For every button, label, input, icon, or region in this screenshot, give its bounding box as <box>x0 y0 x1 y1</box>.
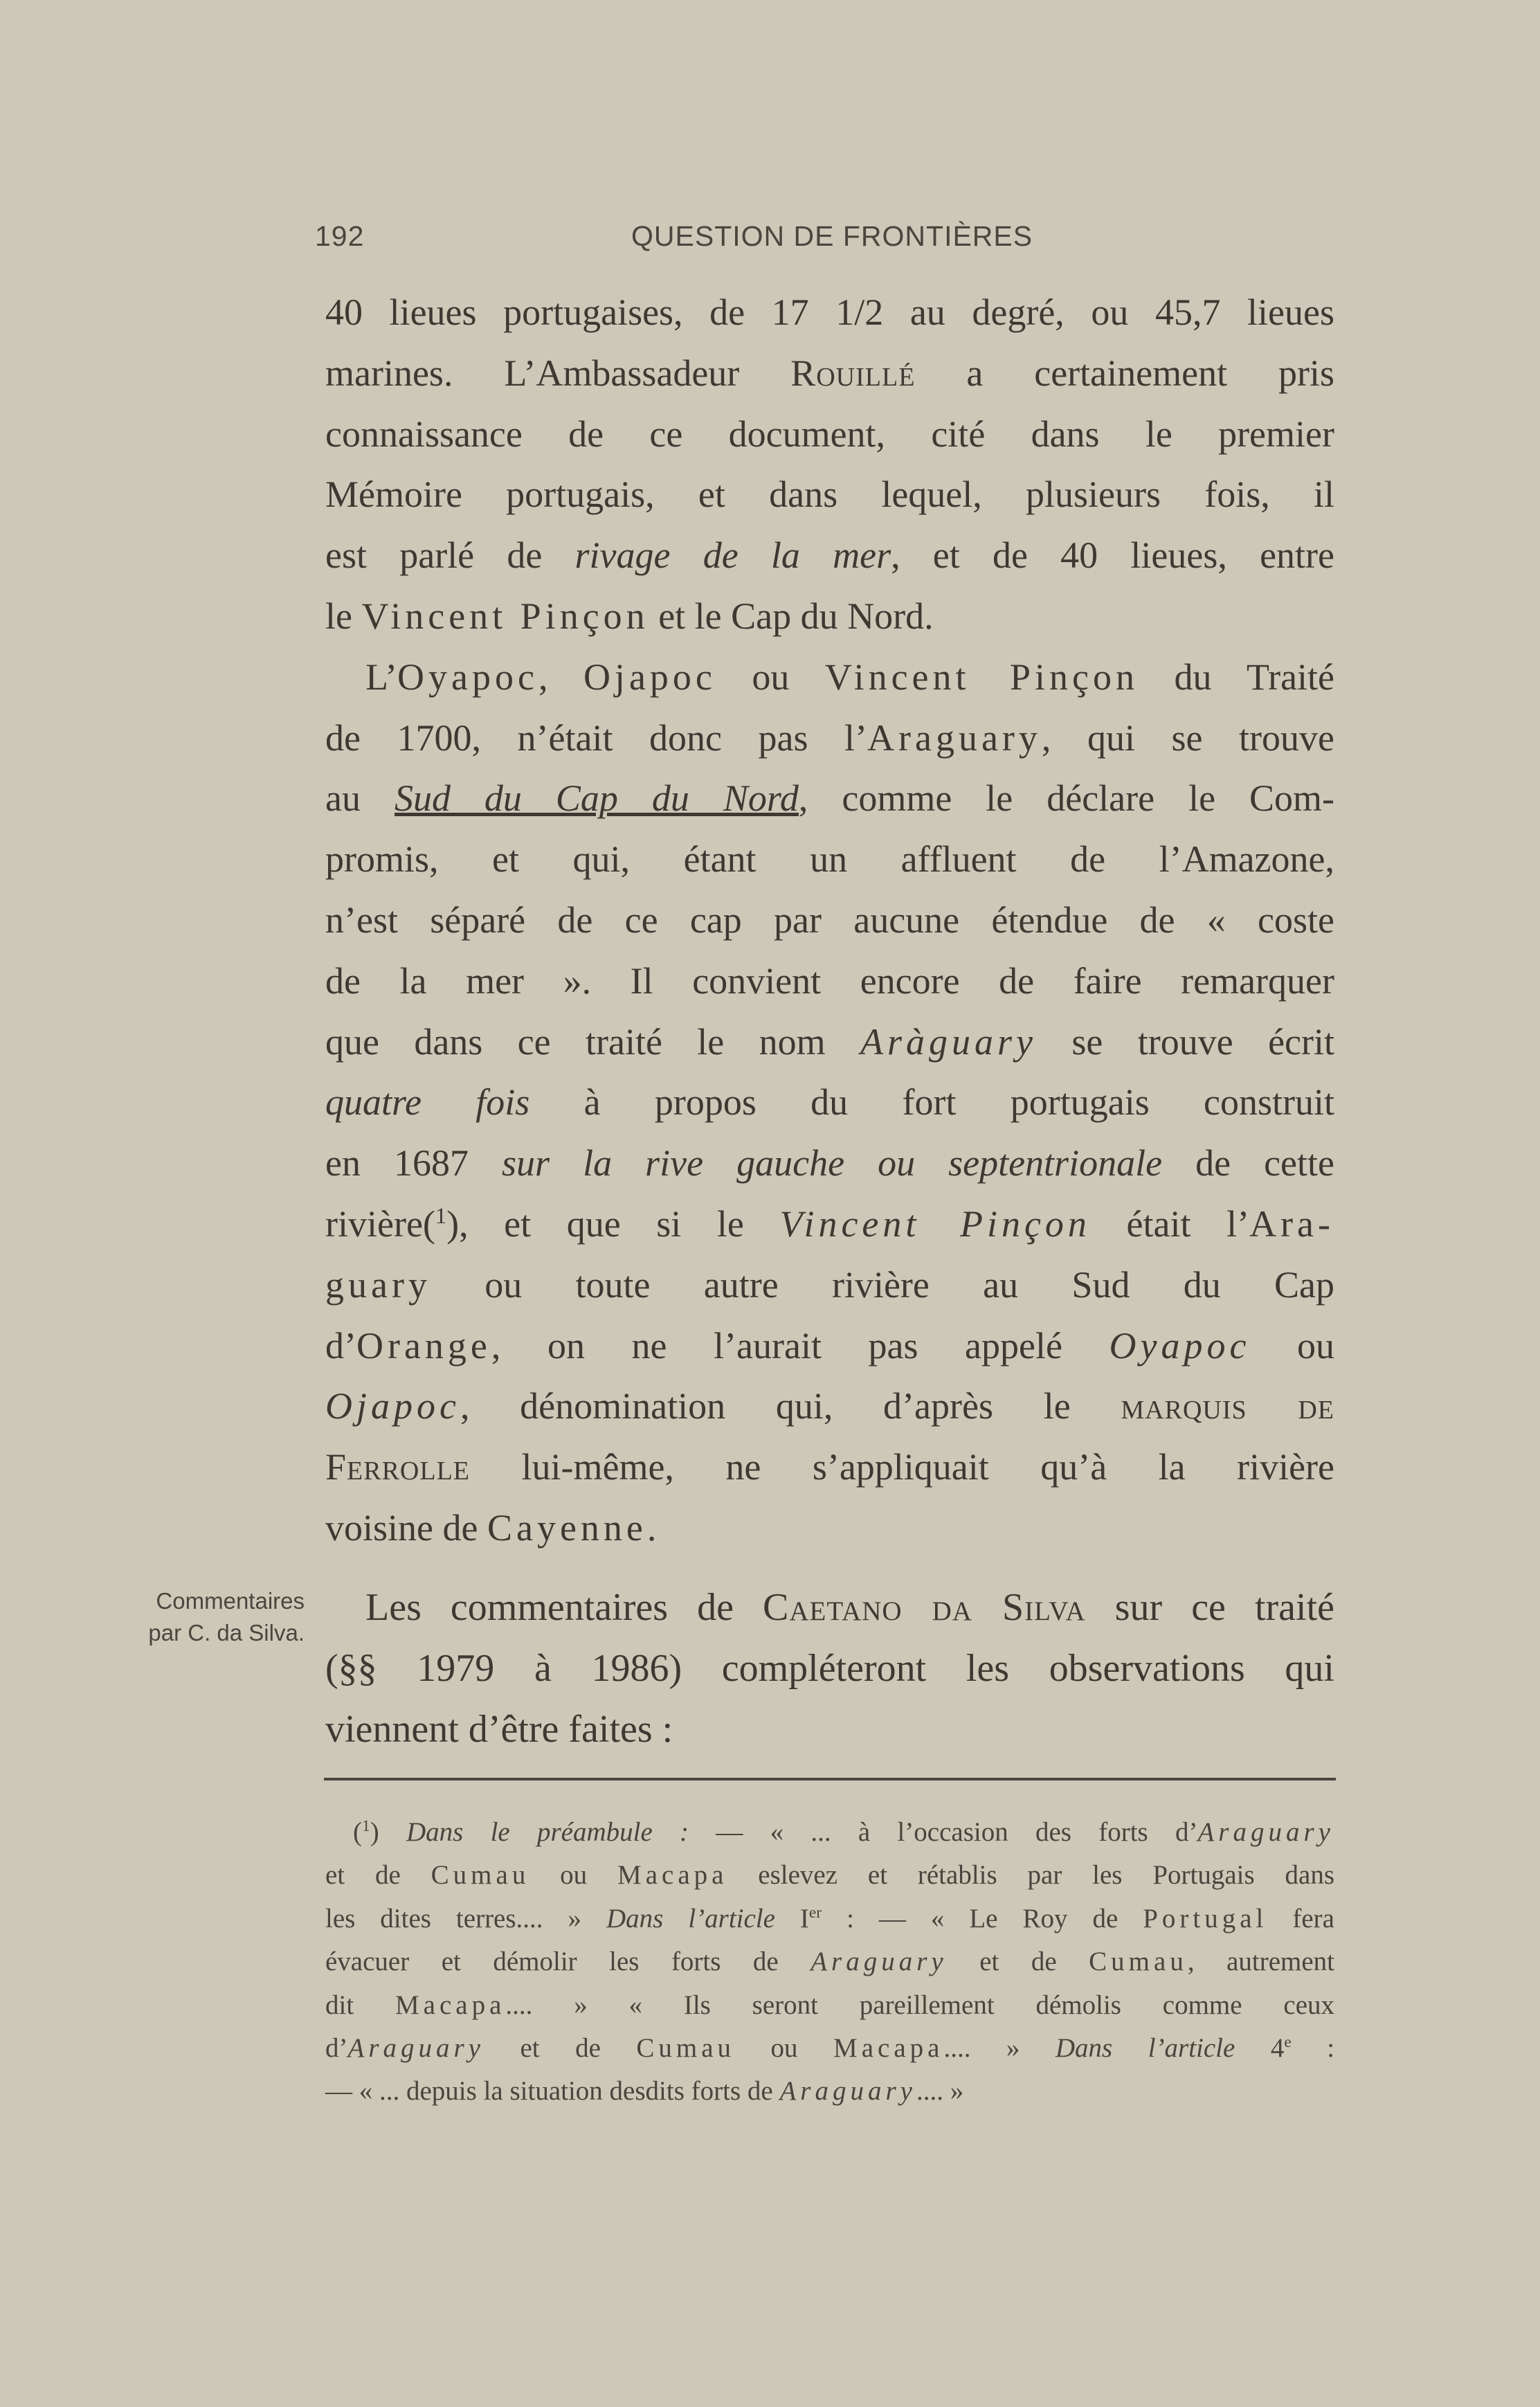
text-line: le Vincent Pinçon et le Cap du Nord. <box>325 595 934 637</box>
text-line: en 1687 sur la rive gauche ou septentrionale de cette <box>325 1142 1334 1184</box>
footnote-line: évacuer et démolir les forts de Araguary et de Cumau, autrement <box>325 1947 1334 1977</box>
footnote-line: et de Cumau ou Macapa eslevez et rétablis par les Portugais dans <box>325 1860 1335 1891</box>
page-number: 192 <box>315 220 365 252</box>
text-line: guary ou toute autre rivière au Sud du Cap <box>325 1263 1334 1306</box>
text-line: au Sud du Cap du Nord, comme le déclare le Com- <box>325 777 1335 820</box>
footnote-line: ($^1$) Dans le préambule : — « ... à l’occasion des forts d’Araguary <box>353 1817 1334 1847</box>
text-line: de 1700, n’était donc pas l’Araguary, qui se trouve <box>325 716 1334 759</box>
text-line: de la mer ». Il convient encore de faire remarquer <box>325 959 1334 1002</box>
text-line: (§§ 1979 à 1986) compléteront les observations qui <box>325 1646 1334 1690</box>
text-line: Mémoire portugais, et dans lequel, plusieurs fois, il <box>325 474 1334 516</box>
text-line: Les commentaires de Caetano da Silva sur ce traité <box>365 1586 1334 1629</box>
footnote-line: les dites terres.... » Dans l’article Ier : — « Le Roy de Portugal fera <box>325 1903 1334 1933</box>
text-line: voisine de Cayenne. <box>325 1506 657 1549</box>
footnote-line: — « ... depuis la situation desdits forts de Araguary.... » <box>325 2076 964 2107</box>
text-line: connaissance de ce document, cité dans le premier <box>325 413 1334 455</box>
text-line: que dans ce traité le nom Aràguary se trouve écrit <box>325 1020 1334 1063</box>
text-line: Ferrolle lui-même, ne s’appliquait qu’à la rivière <box>325 1446 1334 1488</box>
page-title: QUESTION DE FRONTIÈRES <box>631 220 1033 252</box>
text-line: 40 lieues portugaises, de 17 1/2 au degré, ou 45,7 lieues <box>325 291 1334 333</box>
text-line: viennent d’être faites : <box>325 1707 673 1751</box>
margin-note: Commentaires par C. da Silva. <box>148 1588 305 1646</box>
footnote-line: dit Macapa.... » « Ils seront pareillement démolis comme ceux <box>325 1990 1334 2020</box>
text-line: quatre fois à propos du fort portugais construit <box>325 1081 1334 1124</box>
paragraph-commentaires <box>325 1577 1334 1759</box>
running-head <box>315 220 1033 255</box>
person-name: Rouillé <box>790 352 916 394</box>
main-text <box>325 282 1334 1559</box>
footnote-divider <box>324 1778 1336 1781</box>
emphasis: rivage de la mer <box>574 534 891 577</box>
text-line: n’est séparé de ce cap par aucune étendue de « coste <box>325 899 1334 941</box>
text-line: promis, et qui, étant un affluent de l’Amazone, <box>325 838 1334 881</box>
footnote-line: d’Araguary et de Cumau ou Macapa.... » Dans l’article 4e : <box>325 2032 1335 2063</box>
text-line: L’Oyapoc, Ojapoc ou Vincent Pinçon du Traité <box>365 656 1335 698</box>
text-line: marines. L’Ambassadeur Rouillé a certainement pris <box>325 352 1334 394</box>
text-line: d’Orange, on ne l’aurait pas appelé Oyapoc ou <box>325 1324 1335 1367</box>
spaced-name: Vincent Pinçon <box>361 595 649 637</box>
text-line: rivière($^1$), et que si le Vincent Pinçon était l’Ara- <box>325 1202 1334 1245</box>
footnote <box>325 1811 1334 2113</box>
text-line: Ojapoc, dénomination qui, d’après le marquis de <box>325 1385 1334 1427</box>
text-line: est parlé de rivage de la mer, et de 40 lieues, entre <box>325 534 1334 577</box>
footnote-ref: 1 <box>435 1203 447 1229</box>
